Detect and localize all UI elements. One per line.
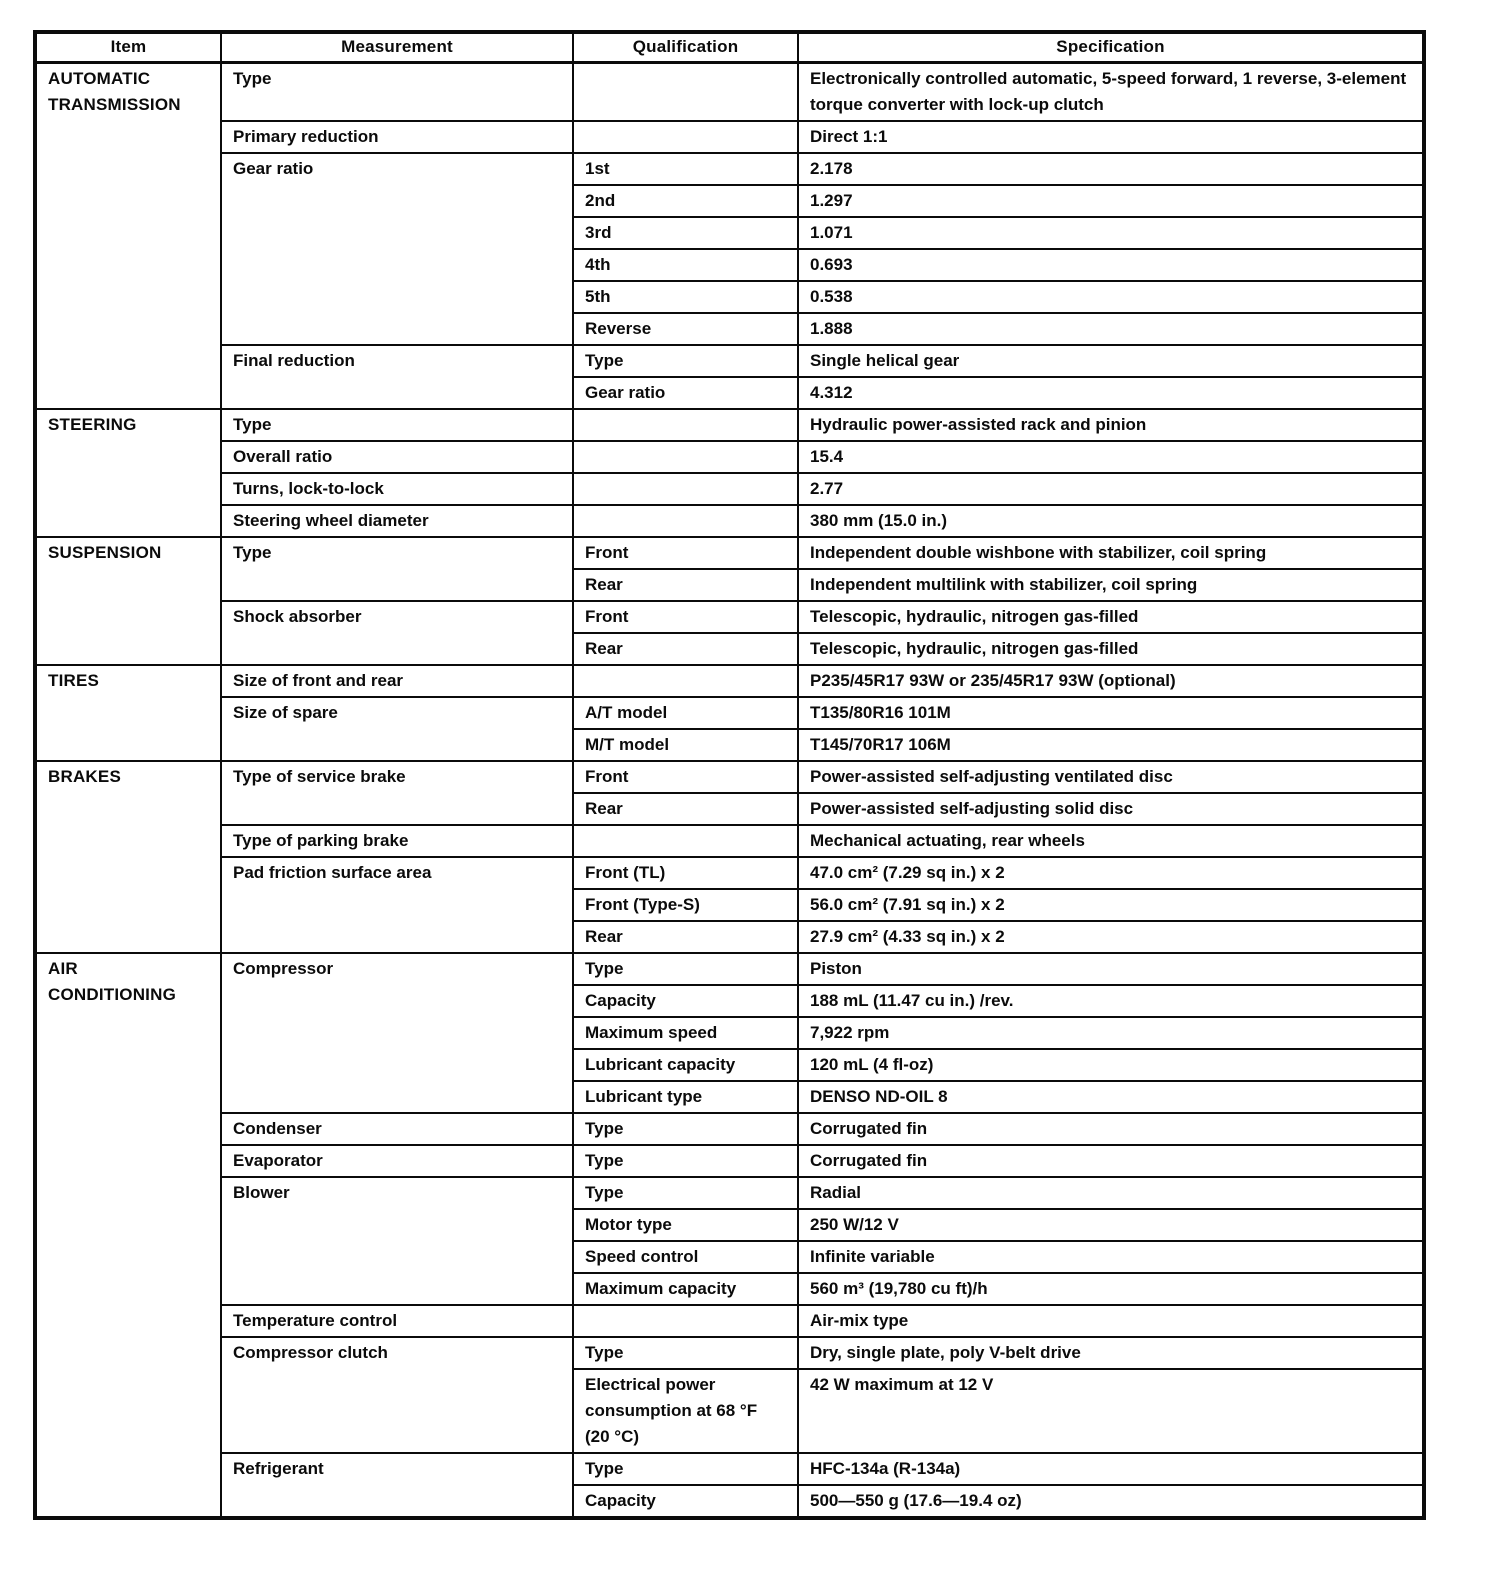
measurement-cell: Compressor clutch — [221, 1337, 573, 1453]
specification-cell: 1.297 — [798, 185, 1424, 217]
qualification-cell: 1st — [573, 153, 798, 185]
table-row — [35, 665, 1424, 697]
specification-cell: 0.693 — [798, 249, 1424, 281]
specification-cell: Power-assisted self-adjusting solid disc — [798, 793, 1424, 825]
table-row — [35, 825, 1424, 857]
table-row — [35, 953, 1424, 985]
table-row — [35, 857, 1424, 889]
specification-cell: Air-mix type — [798, 1305, 1424, 1337]
qualification-cell: Front — [573, 601, 798, 633]
qualification-cell: Type — [573, 345, 798, 377]
measurement-cell: Type — [221, 537, 573, 601]
specification-cell: 560 m³ (19,780 cu ft)/h — [798, 1273, 1424, 1305]
qualification-cell: Lubricant capacity — [573, 1049, 798, 1081]
measurement-cell: Steering wheel diameter — [221, 505, 573, 537]
table-row — [35, 473, 1424, 505]
table-row — [35, 121, 1424, 153]
specification-cell: 42 W maximum at 12 V — [798, 1369, 1424, 1453]
qualification-cell: Capacity — [573, 985, 798, 1017]
table-row — [35, 537, 1424, 569]
table-row — [35, 601, 1424, 633]
specification-cell: 1.071 — [798, 217, 1424, 249]
measurement-cell: Shock absorber — [221, 601, 573, 665]
specification-cell: 1.888 — [798, 313, 1424, 345]
qualification-cell: Front (TL) — [573, 857, 798, 889]
specification-cell: 500—550 g (17.6—19.4 oz) — [798, 1485, 1424, 1518]
qualification-cell: Type — [573, 953, 798, 985]
qualification-cell: Type — [573, 1177, 798, 1209]
specification-cell: Independent double wishbone with stabilizer, coil spring — [798, 537, 1424, 569]
table-row — [35, 153, 1424, 185]
specification-cell: Piston — [798, 953, 1424, 985]
specification-cell: Single helical gear — [798, 345, 1424, 377]
item-cell: SUSPENSION — [35, 537, 221, 665]
col-header-specification: Specification — [798, 32, 1424, 62]
measurement-cell: Blower — [221, 1177, 573, 1305]
qualification-cell: 5th — [573, 281, 798, 313]
qualification-cell: 2nd — [573, 185, 798, 217]
item-cell: TIRES — [35, 665, 221, 761]
specification-cell: 4.312 — [798, 377, 1424, 409]
qualification-cell: Maximum capacity — [573, 1273, 798, 1305]
qualification-cell — [573, 825, 798, 857]
table-row — [35, 62, 1424, 121]
specification-cell: Corrugated fin — [798, 1113, 1424, 1145]
table-row — [35, 1305, 1424, 1337]
table-row — [35, 505, 1424, 537]
qualification-cell: Speed control — [573, 1241, 798, 1273]
qualification-cell — [573, 1305, 798, 1337]
specifications-table — [33, 30, 1426, 1520]
measurement-cell: Final reduction — [221, 345, 573, 409]
qualification-cell — [573, 62, 798, 121]
specification-cell: Mechanical actuating, rear wheels — [798, 825, 1424, 857]
header-row — [35, 32, 1424, 62]
item-cell: BRAKES — [35, 761, 221, 953]
measurement-cell: Type — [221, 62, 573, 121]
measurement-cell: Turns, lock-to-lock — [221, 473, 573, 505]
table-row — [35, 345, 1424, 377]
measurement-cell: Refrigerant — [221, 1453, 573, 1518]
item-cell: STEERING — [35, 409, 221, 537]
specification-cell: 47.0 cm² (7.29 sq in.) x 2 — [798, 857, 1424, 889]
qualification-cell: M/T model — [573, 729, 798, 761]
specification-cell: Infinite variable — [798, 1241, 1424, 1273]
measurement-cell: Condenser — [221, 1113, 573, 1145]
qualification-cell: Maximum speed — [573, 1017, 798, 1049]
qualification-cell — [573, 121, 798, 153]
qualification-cell: Motor type — [573, 1209, 798, 1241]
table-row — [35, 1337, 1424, 1369]
qualification-cell: Reverse — [573, 313, 798, 345]
specification-cell: Telescopic, hydraulic, nitrogen gas-filled — [798, 633, 1424, 665]
specification-cell: T145/70R17 106M — [798, 729, 1424, 761]
col-header-item: Item — [35, 32, 221, 62]
table-row — [35, 1177, 1424, 1209]
qualification-cell: Type — [573, 1113, 798, 1145]
specification-cell: 15.4 — [798, 441, 1424, 473]
qualification-cell — [573, 505, 798, 537]
qualification-cell: Lubricant type — [573, 1081, 798, 1113]
measurement-cell: Overall ratio — [221, 441, 573, 473]
col-header-measurement: Measurement — [221, 32, 573, 62]
measurement-cell: Evaporator — [221, 1145, 573, 1177]
specification-cell: 2.178 — [798, 153, 1424, 185]
qualification-cell: Rear — [573, 633, 798, 665]
item-cell: AUTOMATIC TRANSMISSION — [35, 62, 221, 409]
specification-cell: 56.0 cm² (7.91 sq in.) x 2 — [798, 889, 1424, 921]
qualification-cell: Front — [573, 761, 798, 793]
qualification-cell: Type — [573, 1145, 798, 1177]
col-header-qualification: Qualification — [573, 32, 798, 62]
specification-cell: Power-assisted self-adjusting ventilated disc — [798, 761, 1424, 793]
qualification-cell: Rear — [573, 569, 798, 601]
measurement-cell: Type — [221, 409, 573, 441]
qualification-cell: 3rd — [573, 217, 798, 249]
table-row — [35, 697, 1424, 729]
measurement-cell: Size of front and rear — [221, 665, 573, 697]
specification-cell: 7,922 rpm — [798, 1017, 1424, 1049]
qualification-cell: Capacity — [573, 1485, 798, 1518]
specification-cell: P235/45R17 93W or 235/45R17 93W (optional) — [798, 665, 1424, 697]
table-row — [35, 761, 1424, 793]
table-row — [35, 1453, 1424, 1485]
measurement-cell: Temperature control — [221, 1305, 573, 1337]
qualification-cell: Gear ratio — [573, 377, 798, 409]
table-row — [35, 1145, 1424, 1177]
measurement-cell: Primary reduction — [221, 121, 573, 153]
qualification-cell — [573, 441, 798, 473]
measurement-cell: Gear ratio — [221, 153, 573, 345]
table-row — [35, 441, 1424, 473]
measurement-cell: Type of parking brake — [221, 825, 573, 857]
measurement-cell: Size of spare — [221, 697, 573, 761]
qualification-cell: 4th — [573, 249, 798, 281]
qualification-cell: Type — [573, 1453, 798, 1485]
specification-cell: T135/80R16 101M — [798, 697, 1424, 729]
table-row — [35, 409, 1424, 441]
qualification-cell: Rear — [573, 793, 798, 825]
specification-cell: Direct 1:1 — [798, 121, 1424, 153]
qualification-cell: A/T model — [573, 697, 798, 729]
specification-cell: 250 W/12 V — [798, 1209, 1424, 1241]
qualification-cell: Front — [573, 537, 798, 569]
specification-cell: 380 mm (15.0 in.) — [798, 505, 1424, 537]
specification-cell: Independent multilink with stabilizer, coil spring — [798, 569, 1424, 601]
specification-cell: Hydraulic power-assisted rack and pinion — [798, 409, 1424, 441]
qualification-cell: Front (Type-S) — [573, 889, 798, 921]
specification-cell: HFC-134a (R-134a) — [798, 1453, 1424, 1485]
measurement-cell: Compressor — [221, 953, 573, 1113]
specification-cell: 0.538 — [798, 281, 1424, 313]
qualification-cell: Electrical power consumption at 68 °F (20 °C) — [573, 1369, 798, 1453]
specification-cell: 188 mL (11.47 cu in.) /rev. — [798, 985, 1424, 1017]
specification-cell: 27.9 cm² (4.33 sq in.) x 2 — [798, 921, 1424, 953]
qualification-cell: Rear — [573, 921, 798, 953]
qualification-cell — [573, 473, 798, 505]
specification-cell: DENSO ND-OIL 8 — [798, 1081, 1424, 1113]
specification-cell: 2.77 — [798, 473, 1424, 505]
qualification-cell: Type — [573, 1337, 798, 1369]
specification-cell: Electronically controlled automatic, 5-speed forward, 1 reverse, 3-element torque converter with lock-up clutch — [798, 62, 1424, 121]
specification-cell: Telescopic, hydraulic, nitrogen gas-filled — [798, 601, 1424, 633]
qualification-cell — [573, 665, 798, 697]
specification-cell: Corrugated fin — [798, 1145, 1424, 1177]
specification-cell: 120 mL (4 fl-oz) — [798, 1049, 1424, 1081]
specification-cell: Radial — [798, 1177, 1424, 1209]
specification-cell: Dry, single plate, poly V-belt drive — [798, 1337, 1424, 1369]
qualification-cell — [573, 409, 798, 441]
measurement-cell: Pad friction surface area — [221, 857, 573, 953]
table-row — [35, 1113, 1424, 1145]
item-cell: AIR CONDITIONING — [35, 953, 221, 1518]
measurement-cell: Type of service brake — [221, 761, 573, 825]
